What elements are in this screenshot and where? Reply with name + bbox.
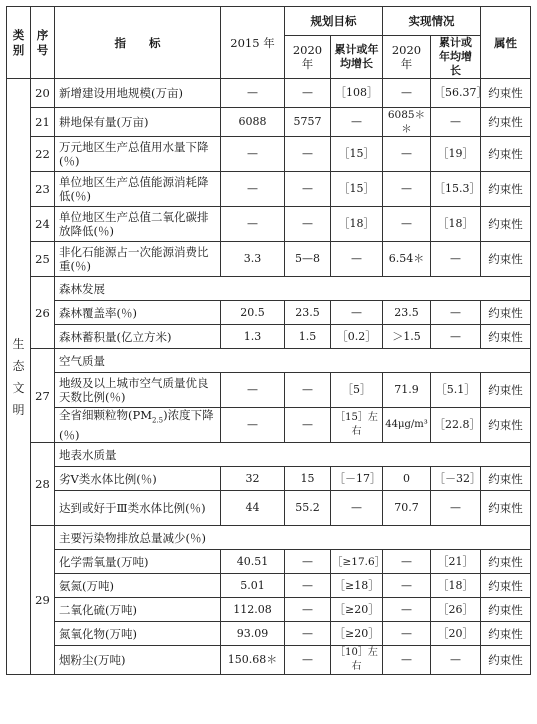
seq-cell: 21: [31, 108, 55, 137]
value-2015: 32: [221, 467, 285, 491]
indicator-cell: 达到或好于Ⅲ类水体比例(％): [55, 491, 221, 526]
indicator-cell: 化学需氧量(万吨): [55, 550, 221, 574]
value-plan-growth: ［5］: [331, 373, 383, 408]
value-actual-growth: ［56.37］: [431, 79, 481, 108]
value-actual-2020: —: [383, 79, 431, 108]
table-row: [7, 622, 531, 646]
seq-cell: 27: [31, 349, 55, 443]
group-row: [7, 526, 531, 550]
indicator-cell: 劣Ⅴ类水体比例(％): [55, 467, 221, 491]
table-row: [7, 408, 531, 443]
header-attribute: 属性: [481, 7, 531, 79]
header-plan-target: 规划目标: [285, 7, 383, 36]
value-actual-2020: 6085＊＊: [383, 108, 431, 137]
group-row: [7, 277, 531, 301]
value-plan-2020: —: [285, 550, 331, 574]
value-actual-growth: ［5.1］: [431, 373, 481, 408]
value-actual-2020: 23.5: [383, 301, 431, 325]
attribute-cell: 约束性: [481, 207, 531, 242]
seq-cell: 20: [31, 79, 55, 108]
value-actual-growth: —: [431, 325, 481, 349]
indicator-cell: 万元地区生产总值用水量下降(％): [55, 137, 221, 172]
value-2015: —: [221, 373, 285, 408]
table-row: [7, 325, 531, 349]
value-plan-growth: ［15］: [331, 137, 383, 172]
attribute-cell: 约束性: [481, 491, 531, 526]
value-2015: —: [221, 172, 285, 207]
value-2015: 93.09: [221, 622, 285, 646]
value-plan-2020: 55.2: [285, 491, 331, 526]
value-plan-growth: ［≥18］: [331, 574, 383, 598]
value-actual-2020: —: [383, 598, 431, 622]
value-plan-growth: ［15］左右: [331, 408, 383, 443]
attribute-cell: 约束性: [481, 408, 531, 443]
table-row: [7, 574, 531, 598]
attribute-cell: 约束性: [481, 646, 531, 675]
header-seq: 序号: [31, 7, 55, 79]
value-2015: —: [221, 79, 285, 108]
value-plan-2020: —: [285, 207, 331, 242]
value-actual-growth: —: [431, 108, 481, 137]
attribute-cell: 约束性: [481, 622, 531, 646]
indicator-cell: 新增建设用地规模(万亩): [55, 79, 221, 108]
table-row: [7, 207, 531, 242]
attribute-cell: 约束性: [481, 137, 531, 172]
value-actual-growth: ［22.8］: [431, 408, 481, 443]
seq-cell: 23: [31, 172, 55, 207]
value-plan-2020: 5—8: [285, 242, 331, 277]
value-actual-growth: ［21］: [431, 550, 481, 574]
header-actual-2020: 2020 年: [383, 36, 431, 79]
attribute-cell: 约束性: [481, 373, 531, 408]
value-2015: 112.08: [221, 598, 285, 622]
value-actual-2020: 70.7: [383, 491, 431, 526]
indicator-cell: 氨氮(万吨): [55, 574, 221, 598]
value-plan-2020: —: [285, 598, 331, 622]
table-row: [7, 491, 531, 526]
seq-cell: 22: [31, 137, 55, 172]
header-category: 类别: [7, 7, 31, 79]
table-row: [7, 242, 531, 277]
value-plan-growth: —: [331, 301, 383, 325]
value-plan-growth: ［108］: [331, 79, 383, 108]
value-2015: 40.51: [221, 550, 285, 574]
header-plan-2020: 2020 年: [285, 36, 331, 79]
indicator-cell: 森林覆盖率(％): [55, 301, 221, 325]
value-2015: 3.3: [221, 242, 285, 277]
value-actual-2020: —: [383, 137, 431, 172]
value-actual-2020: 44μg/m³: [383, 408, 431, 443]
value-actual-growth: ［20］: [431, 622, 481, 646]
attribute-cell: 约束性: [481, 598, 531, 622]
table-row: [7, 301, 531, 325]
value-plan-2020: 15: [285, 467, 331, 491]
attribute-cell: 约束性: [481, 550, 531, 574]
value-plan-growth: —: [331, 491, 383, 526]
value-actual-2020: —: [383, 550, 431, 574]
indicator-cell: 氮氧化物(万吨): [55, 622, 221, 646]
indicator-cell: 烟粉尘(万吨): [55, 646, 221, 675]
value-plan-2020: 1.5: [285, 325, 331, 349]
value-actual-2020: 6.54＊: [383, 242, 431, 277]
group-row: [7, 349, 531, 373]
value-actual-2020: —: [383, 172, 431, 207]
value-plan-2020: 5757: [285, 108, 331, 137]
category-cell: 生态文明: [7, 79, 31, 675]
header-actual: 实现情况: [383, 7, 481, 36]
value-2015: 5.01: [221, 574, 285, 598]
indicator-cell: 耕地保有量(万亩): [55, 108, 221, 137]
value-actual-growth: ［15.3］: [431, 172, 481, 207]
attribute-cell: 约束性: [481, 108, 531, 137]
value-actual-growth: ［18］: [431, 207, 481, 242]
value-plan-growth: —: [331, 242, 383, 277]
attribute-cell: 约束性: [481, 325, 531, 349]
table-row: [7, 172, 531, 207]
value-actual-growth: —: [431, 301, 481, 325]
group-label: 空气质量: [55, 349, 531, 373]
value-actual-2020: —: [383, 646, 431, 675]
value-plan-growth: —: [331, 108, 383, 137]
indicator-cell: 森林蓄积量(亿立方米): [55, 325, 221, 349]
seq-cell: 26: [31, 277, 55, 349]
value-2015: —: [221, 408, 285, 443]
value-actual-growth: ［－32］: [431, 467, 481, 491]
header-plan-growth: 累计或年均增长: [331, 36, 383, 79]
value-plan-2020: —: [285, 408, 331, 443]
table-row: [7, 467, 531, 491]
group-label: 地表水质量: [55, 443, 531, 467]
seq-cell: 29: [31, 526, 55, 675]
value-actual-2020: 71.9: [383, 373, 431, 408]
indicators-table: [6, 6, 531, 675]
value-actual-2020: —: [383, 622, 431, 646]
header-actual-growth: 累计或年均增长: [431, 36, 481, 79]
value-plan-2020: 23.5: [285, 301, 331, 325]
attribute-cell: 约束性: [481, 574, 531, 598]
group-label: 主要污染物排放总量减少(％): [55, 526, 531, 550]
value-2015: —: [221, 207, 285, 242]
value-plan-2020: —: [285, 137, 331, 172]
table-row: [7, 646, 531, 675]
attribute-cell: 约束性: [481, 301, 531, 325]
value-plan-growth: ［0.2］: [331, 325, 383, 349]
value-actual-2020: ＞1.5: [383, 325, 431, 349]
group-label: 森林发展: [55, 277, 531, 301]
value-plan-growth: ［≥20］: [331, 622, 383, 646]
header-indicator: 指 标: [55, 7, 221, 79]
value-2015: 150.68＊: [221, 646, 285, 675]
attribute-cell: 约束性: [481, 242, 531, 277]
value-actual-2020: 0: [383, 467, 431, 491]
value-plan-growth: ［≥17.6］: [331, 550, 383, 574]
value-plan-2020: —: [285, 622, 331, 646]
value-actual-growth: ［26］: [431, 598, 481, 622]
table-row: [7, 108, 531, 137]
attribute-cell: 约束性: [481, 467, 531, 491]
value-2015: 6088: [221, 108, 285, 137]
group-row: [7, 443, 531, 467]
value-plan-2020: —: [285, 373, 331, 408]
value-actual-growth: ［18］: [431, 574, 481, 598]
table-row: [7, 598, 531, 622]
value-plan-growth: ［18］: [331, 207, 383, 242]
value-2015: —: [221, 137, 285, 172]
value-plan-growth: ［≥20］: [331, 598, 383, 622]
seq-cell: 28: [31, 443, 55, 526]
value-actual-growth: ［19］: [431, 137, 481, 172]
table-row: [7, 373, 531, 408]
value-plan-2020: —: [285, 79, 331, 108]
value-2015: 1.3: [221, 325, 285, 349]
value-2015: 20.5: [221, 301, 285, 325]
value-plan-2020: —: [285, 646, 331, 675]
table-row: [7, 137, 531, 172]
indicator-cell: 全省细颗粒物$(PM_{2.5})$浓度下降(％): [55, 408, 221, 443]
attribute-cell: 约束性: [481, 172, 531, 207]
value-plan-growth: ［15］: [331, 172, 383, 207]
indicator-cell: 单位地区生产总值能源消耗降低(％): [55, 172, 221, 207]
table-row: [7, 79, 531, 108]
value-actual-growth: —: [431, 646, 481, 675]
indicator-cell: 二氧化硫(万吨): [55, 598, 221, 622]
value-2015: 44: [221, 491, 285, 526]
header-2015: 2015 年: [221, 7, 285, 79]
attribute-cell: 约束性: [481, 79, 531, 108]
value-plan-growth: ［－17］: [331, 467, 383, 491]
value-actual-2020: —: [383, 574, 431, 598]
seq-cell: 24: [31, 207, 55, 242]
value-plan-2020: —: [285, 172, 331, 207]
value-plan-growth: ［10］左右: [331, 646, 383, 675]
indicator-cell: 单位地区生产总值二氧化碳排放降低(％): [55, 207, 221, 242]
table-row: [7, 550, 531, 574]
indicator-cell: 非化石能源占一次能源消费比重(％): [55, 242, 221, 277]
seq-cell: 25: [31, 242, 55, 277]
indicator-cell: 地级及以上城市空气质量优良天数比例(％): [55, 373, 221, 408]
value-actual-2020: —: [383, 207, 431, 242]
value-actual-growth: —: [431, 491, 481, 526]
value-plan-2020: —: [285, 574, 331, 598]
value-actual-growth: —: [431, 242, 481, 277]
